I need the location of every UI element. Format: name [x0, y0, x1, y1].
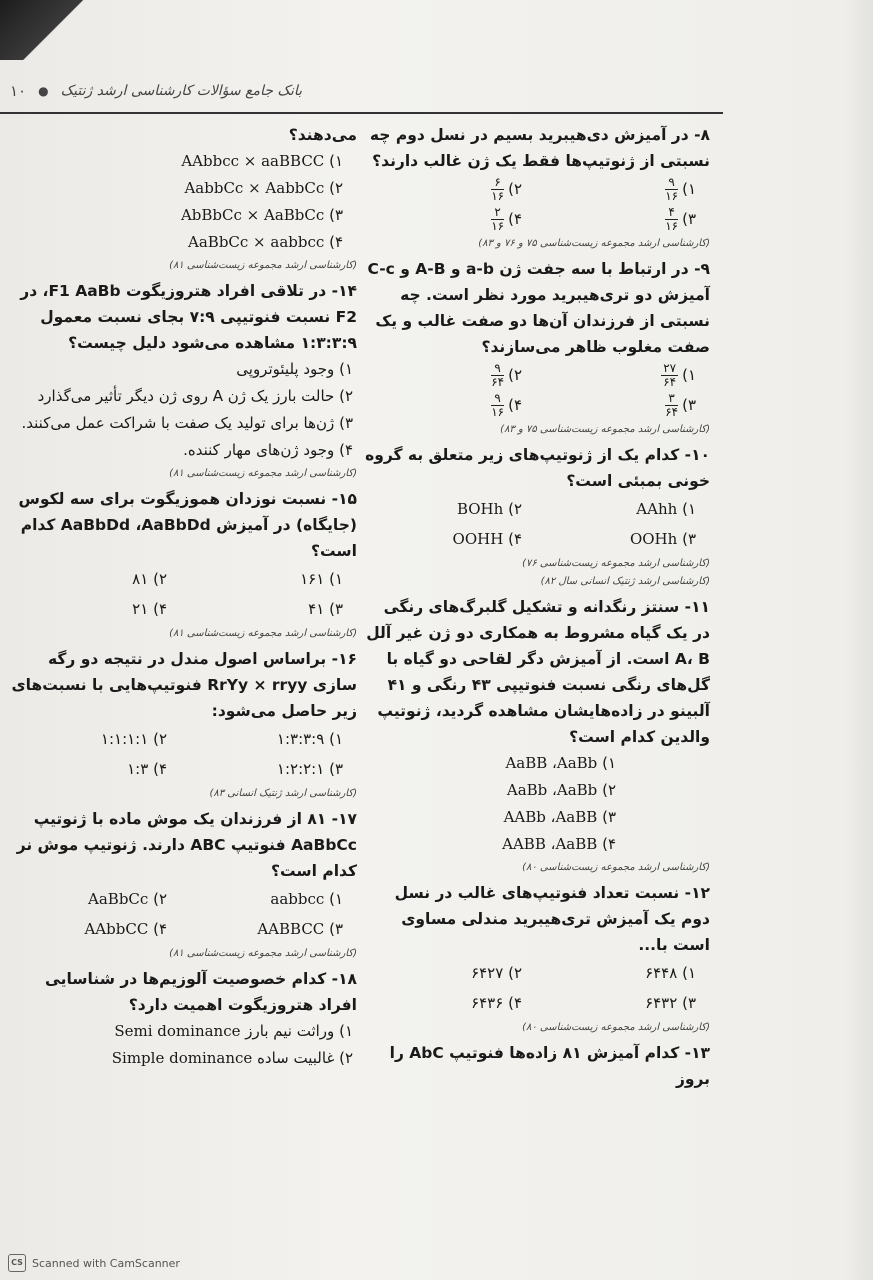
option-3: ۳) $\frac{۳}{۶۴}$ [665, 391, 696, 419]
source-note-2: (کارشناسی ارشد ژنتیک انسانی سال ۸۲) [540, 576, 710, 587]
options [5, 148, 357, 256]
question-text: در ارتباط با سه جفت ژن a-b و A-B و C-c آمیزش دو تری‌هیبرید مورد نظر است. چه نسبتی از فرزندان آن‌ها دو صفت غالب و یک صفت مغلوب ظاهر می‌سازند؟ [367, 260, 710, 356]
option-1: ۱) AAbbcc × aaBBCC [181, 152, 343, 170]
option-4: ۴) ۱:۳ [127, 760, 167, 778]
question-11: ۱۱- سنتز رنگدانه و تشکیل گلبرگ‌های رنگی در یک گیاه مشروط به همکاری دو ژن غیر آلل A، B است. از آمیزش دگر لقاحی دو گیاه با گل‌های رنگی نسبت فنوتیپی ۴۳ رنگی و ۴۱ آلبینو در زاده‌هایشان مشاهده گردید، ژنوتیپ والدین کدام است؟ ۱) AaBB ،AaBb ۲) AaBb ،AaBb ۳) AABb ،AaBB ۴) AABB ،AaBB (کارشناسی ارشد مجموعه زیست‌شناسی ۸۰) [362, 594, 710, 876]
page-header [10, 78, 723, 104]
option-2: ۲) AabbCc × AabbCc [184, 179, 343, 197]
question-12: ۱۲- نسبت تعداد فنوتیپ‌های غالب در نسل دوم یک آمیزش تری‌هیبرید مندلی مساوی است با... ۱) ۶۴۴۸ ۲) ۶۴۲۷ ۳) ۶۴۳۲ ۴) ۶۴۳۶ (کارشناسی ارشد مجموعه زیست‌شناسی ۸۰) [362, 880, 710, 1036]
option-4: ۴) AaBbCc × aabbcc [188, 233, 343, 251]
option-1: ۱) aabbcc [270, 890, 343, 908]
option-3: ۳) ۶۴۳۲ [645, 994, 696, 1012]
option-4: ۴) $\frac{۲}{۱۶}$ [491, 205, 522, 233]
scan-corner-shadow [0, 0, 90, 60]
option-1: ۱) ۱۶۱ [300, 570, 343, 588]
question-text: در تلاقی افراد هتروزیگوت F1 AaBb، در F2 نسبت فنوتیپی ۷:۹ بجای نسبت معمول ۱:۳:۳:۹ مشاهده می‌شود دلیل چیست؟ [20, 282, 357, 352]
option-3: ۳) ۴۱ [308, 600, 343, 618]
source-note: (کارشناسی ارشد مجموعه زیست‌شناسی ۷۶) [522, 558, 710, 569]
options [5, 356, 357, 464]
option-1: ۱) $\frac{۹}{۱۶}$ [665, 175, 696, 203]
source-note: (کارشناسی ارشد مجموعه زیست‌شناسی ۸۱) [169, 628, 357, 639]
option-2: ۲) AaBbCc [88, 890, 167, 908]
options [362, 750, 710, 858]
question-10: ۱۰- کدام یک از ژنوتیپ‌های زیر متعلق به گروه خونی بمبئی است؟ ۱) AAhh ۲) BOHh ۳) OOHh ۴) OOHH (کارشناسی ارشد مجموعه زیست‌شناسی ۷۶) (کارشناسی ارشد ژنتیک انسانی سال ۸۲) [362, 442, 710, 590]
header-rule [0, 112, 723, 114]
question-text: براساس اصول مندل در نتیجه دو رگه سازی RrYy × rryy فنوتیپ‌هایی با نسبت‌های زیر حاصل می‌شود: [11, 650, 357, 720]
bullet-icon: ● [38, 84, 49, 98]
question-8: ۸- در آمیزش دی‌هیبرید بسیم در نسل دوم چه نسبتی از ژنوتیپ‌ها فقط یک ژن غالب دارند؟ ۱) $\frac{۹}{۱۶}$ ۲) $\frac{۶}{۱۶}$ ۳) $\frac{۴}{۱۶}$ ۴) $\frac{۲}{۱۶}$ (کارشناسی ارشد مجموعه زیست‌شناسی ۷۵ و ۷۶ و ۸۳) [362, 122, 710, 252]
option-4: ۴) $\frac{۹}{۱۶}$ [491, 391, 522, 419]
option-2: ۲) AaBb ،AaBb [506, 781, 616, 799]
source-note: (کارشناسی ارشد مجموعه زیست‌شناسی ۸۱) [169, 468, 357, 479]
options [5, 1018, 357, 1072]
option-1: ۱) $\frac{۲۷}{۶۴}$ [663, 361, 696, 389]
scanner-watermark [8, 1254, 180, 1272]
question-text: کدام یک از ژنوتیپ‌های زیر متعلق به گروه خونی بمبئی است؟ [365, 446, 710, 490]
question-text: کدام خصوصیت آلوزیم‌ها در شناسایی افراد هتروزیگوت اهمیت دارد؟ [44, 970, 357, 1014]
option-3: ۳) OOHh [629, 530, 696, 548]
option-4: ۴) وجود ژن‌های مهار کننده. [183, 441, 353, 459]
option-3: ۳) ۱:۲:۲:۱ [276, 760, 343, 778]
option-4: ۴) OOHH [452, 530, 522, 548]
option-2: ۲) ۶۴۲۷ [471, 964, 522, 982]
option-4: ۴) AAbbCC [84, 920, 167, 938]
question-13-continued [5, 122, 357, 274]
options [5, 724, 357, 784]
option-4: ۴) ۶۴۳۶ [471, 994, 522, 1012]
options [362, 360, 710, 420]
page-number: ۱۰ [10, 82, 27, 100]
option-3: ۳) ژن‌ها برای تولید یک صفت با شراکت عمل می‌کنند. [21, 414, 353, 432]
question-9: ۹- در ارتباط با سه جفت ژن a-b و A-B و C-c آمیزش دو تری‌هیبرید مورد نظر است. چه نسبتی از فرزندان آن‌ها دو صفت غالب و یک صفت مغلوب ظاهر می‌سازند؟ ۱) $\frac{۲۷}{۶۴}$ ۲) $\frac{۹}{۶۴}$ ۳) $\frac{۳}{۶۴}$ ۴) $\frac{۹}{۱۶}$ (کارشناسی ارشد مجموعه زیست‌شناسی ۷۵ و ۸۳) [362, 256, 710, 438]
question-text: کدام آمیزش ۸۱ زاده‌ها فنوتیپ AbC را بروز [389, 1044, 710, 1088]
option-1: ۱) ۱:۳:۳:۹ [276, 730, 343, 748]
option-3: ۳) AABb ،AaBB [503, 808, 616, 826]
source-note: (کارشناسی ارشد مجموعه زیست‌شناسی ۷۵ و ۷۶ و ۸۳) [478, 238, 710, 249]
option-1: ۱) وراثت نیم بارز Semi dominance [114, 1022, 353, 1040]
option-1: ۱) وجود پلیئوتروپی [236, 360, 353, 378]
source-note: (کارشناسی ارشد مجموعه زیست‌شناسی ۸۰) [522, 862, 710, 873]
option-2: ۲) BOHh [456, 500, 522, 518]
option-1: ۱) AaBB ،AaBb [505, 754, 616, 772]
running-title: بانک جامع سؤالات کارشناسی ارشد ژنتیک [60, 83, 303, 99]
right-column [362, 122, 710, 1096]
question-text: نسبت نوزدان هموزیگوت برای سه لکوس (جایگاه) در آمیزش AaBbDd ،AaBbDd کدام است؟ [18, 490, 357, 560]
options [5, 884, 357, 944]
question-17: ۱۷- ۸۱ از فرزندان یک موش ماده با ژنوتیپ AaBbCc فنوتیپ ABC دارند. ژنوتیپ موش نر کدام است؟ ۱) aabbcc ۲) AaBbCc ۳) AABBCC ۴) AAbbCC (کارشناسی ارشد مجموعه زیست‌شناسی ۸۱) [5, 806, 357, 962]
question-13: ۱۳- کدام آمیزش ۸۱ زاده‌ها فنوتیپ AbC را بروز [389, 1044, 710, 1088]
question-14: ۱۴- در تلاقی افراد هتروزیگوت F1 AaBb، در F2 نسبت فنوتیپی ۷:۹ بجای نسبت معمول ۱:۳:۳:۹ مشاهده می‌شود دلیل چیست؟ ۱) وجود پلیئوتروپی ۲) حالت بارز یک ژن A روی ژن دیگر تأثیر می‌گذارد ۳) ژن‌ها برای تولید یک صفت با شراکت عمل می‌کنند. ۴) وجود ژن‌های مهار کننده. (کارشناسی ارشد مجموعه زیست‌شناسی ۸۱) [5, 278, 357, 482]
source-note: (کارشناسی ارشد مجموعه زیست‌شناسی ۸۰) [522, 1022, 710, 1033]
option-4: ۴) ۲۱ [132, 600, 167, 618]
scanner-text: Scanned with CamScanner [32, 1256, 180, 1270]
options [362, 958, 710, 1018]
question-text: نسبت تعداد فنوتیپ‌های غالب در نسل دوم یک آمیزش تری‌هیبرید مندلی مساوی است با... [394, 884, 710, 954]
question-16: ۱۶- براساس اصول مندل در نتیجه دو رگه سازی RrYy × rryy فنوتیپ‌هایی با نسبت‌های زیر حاصل می‌شود: ۱) ۱:۳:۳:۹ ۲) ۱:۱:۱:۱ ۳) ۱:۲:۲:۱ ۴) ۱:۳ (کارشناسی ارشد ژنتیک انسانی ۸۳) [5, 646, 357, 802]
source-note: (کارشناسی ارشد مجموعه زیست‌شناسی ۸۱) [169, 260, 357, 271]
option-2: ۲) ۱:۱:۱:۱ [100, 730, 167, 748]
option-2: ۲) ۸۱ [132, 570, 167, 588]
question-text: در آمیزش دی‌هیبرید بسیم در نسل دوم چه نسبتی از ژنوتیپ‌ها فقط یک ژن غالب دارند؟ [369, 126, 710, 170]
option-1: ۱) AAhh [636, 500, 696, 518]
source-note: (کارشناسی ارشد مجموعه زیست‌شناسی ۸۱) [169, 948, 357, 959]
option-2: ۲) $\frac{۹}{۶۴}$ [491, 361, 522, 389]
option-3: ۳) AABBCC [257, 920, 343, 938]
options [5, 564, 357, 624]
left-column [5, 122, 357, 1076]
source-note: (کارشناسی ارشد مجموعه زیست‌شناسی ۷۵ و ۸۳) [500, 424, 710, 435]
option-3: ۳) AbBbCc × AaBbCc [180, 206, 343, 224]
source-note: (کارشناسی ارشد ژنتیک انسانی ۸۳) [209, 788, 357, 799]
camscanner-logo: CS [8, 1254, 26, 1272]
option-2: ۲) $\frac{۶}{۱۶}$ [491, 175, 522, 203]
question-text: می‌دهند؟ [288, 126, 357, 144]
options [362, 174, 710, 234]
options [362, 494, 710, 554]
question-text: ۸۱ از فرزندان یک موش ماده با ژنوتیپ AaBbCc فنوتیپ ABC دارند. ژنوتیپ موش نر کدام است؟ [16, 810, 357, 880]
question-15: ۱۵- نسبت نوزدان هموزیگوت برای سه لکوس (جایگاه) در آمیزش AaBbDd ،AaBbDd کدام است؟ ۱) ۱۶۱ ۲) ۸۱ ۳) ۴۱ ۴) ۲۱ (کارشناسی ارشد مجموعه زیست‌شناسی ۸۱) [5, 486, 357, 642]
option-4: ۴) AABB ،AaBB [502, 835, 616, 853]
option-2: ۲) غالبیت ساده Simple dominance [111, 1049, 353, 1067]
option-3: ۳) $\frac{۴}{۱۶}$ [665, 205, 696, 233]
page-edge-shadow [843, 0, 873, 1280]
option-2: ۲) حالت بارز یک ژن A روی ژن دیگر تأثیر می‌گذارد [37, 387, 353, 405]
question-18: ۱۸- کدام خصوصیت آلوزیم‌ها در شناسایی افراد هتروزیگوت اهمیت دارد؟ ۱) وراثت نیم بارز Semi dominance ۲) غالبیت ساده Simple dominance [5, 966, 357, 1072]
option-1: ۱) ۶۴۴۸ [645, 964, 696, 982]
question-text: سنتز رنگدانه و تشکیل گلبرگ‌های رنگی در یک گیاه مشروط به همکاری دو ژن غیر آلل A، B است. از آمیزش دگر لقاحی دو گیاه با گل‌های رنگی نسبت فنوتیپی ۴۳ رنگی و ۴۱ آلبینو در زاده‌هایشان مشاهده گردید، ژنوتیپ والدین کدام است؟ [366, 598, 710, 746]
